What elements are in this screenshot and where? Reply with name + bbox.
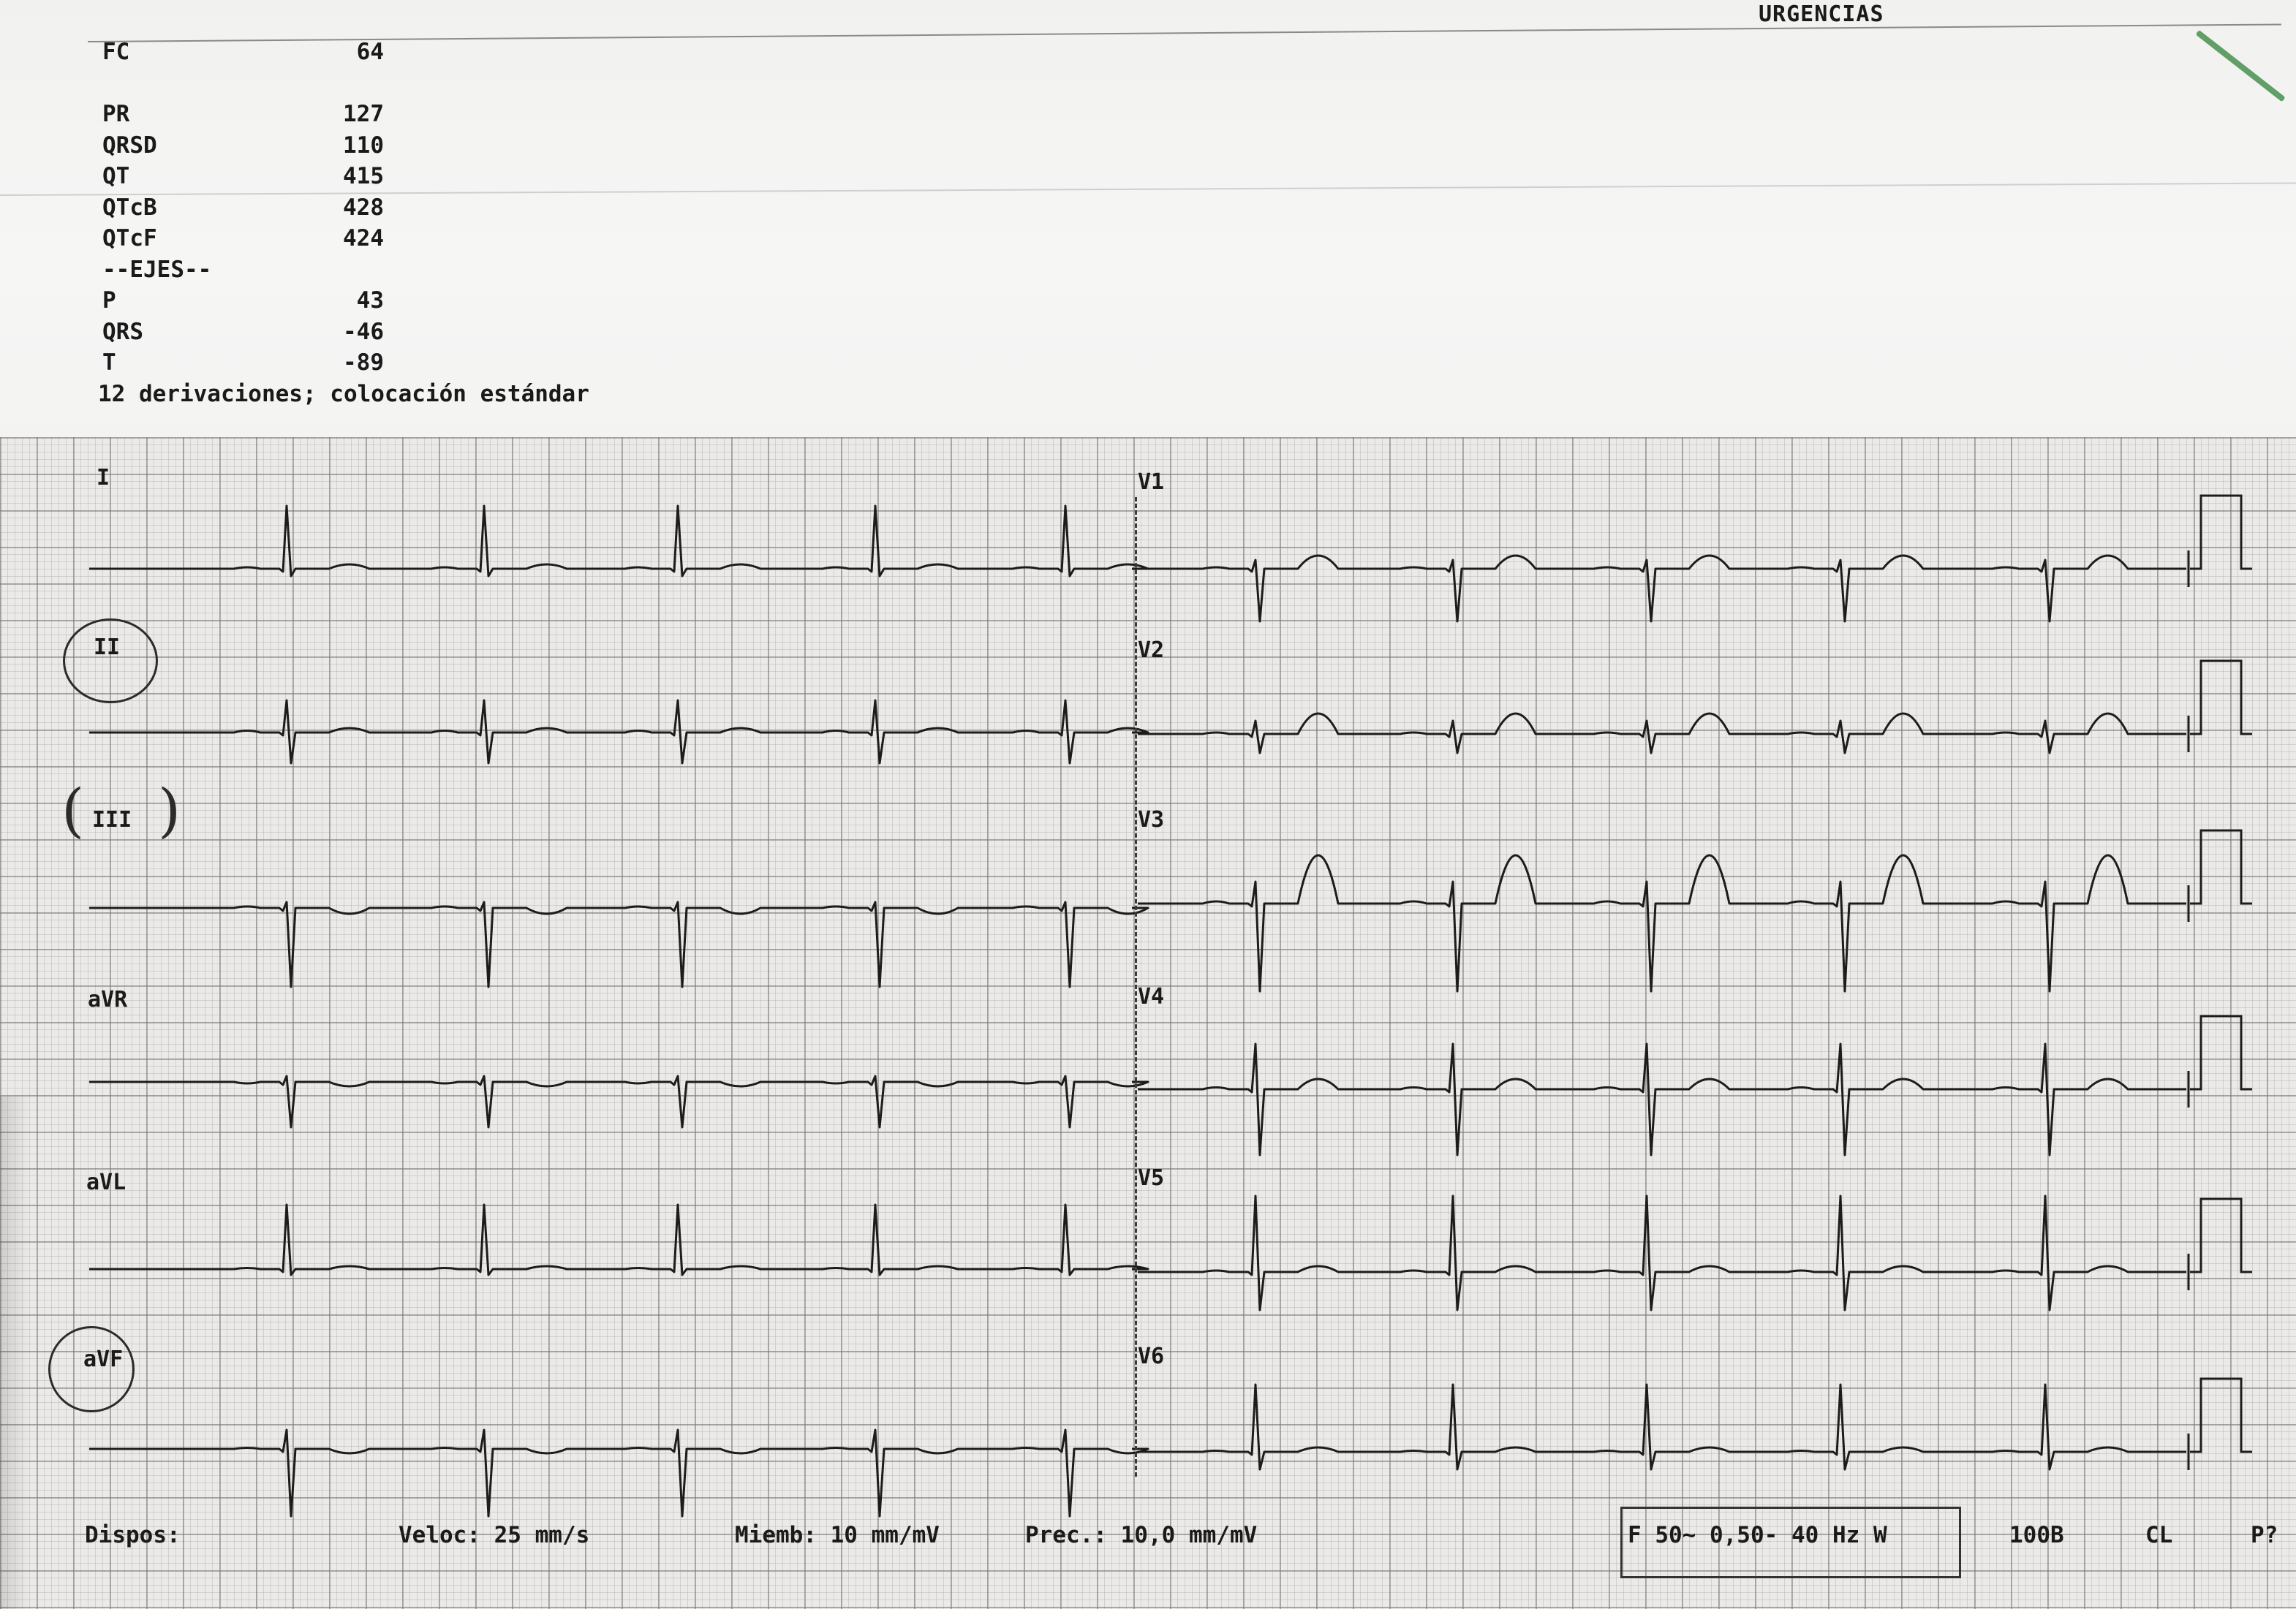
footer-precordial-gain: Prec.: 10,0 mm/mV (1025, 1522, 1258, 1548)
measurement-label: QT (102, 163, 130, 189)
measurement-label: PR (102, 101, 130, 127)
calibration-pulse (2190, 830, 2252, 904)
footer-code: 100B (2009, 1522, 2064, 1548)
axis-value: -46 (343, 318, 384, 345)
footer-speed: Veloc: 25 mm/s (399, 1522, 590, 1548)
ecg-trace-iii (89, 902, 1148, 987)
lead-label-avr: aVR (88, 987, 128, 1012)
ecg-trace-avr (89, 1076, 1148, 1127)
measurement-label: QTcF (102, 225, 157, 251)
lead-label-v2: V2 (1138, 637, 1165, 663)
calibration-pulse (2190, 661, 2252, 734)
measurement-label: QRSD (102, 132, 157, 159)
lead-label-v6: V6 (1138, 1344, 1165, 1369)
axis-label: QRS (102, 318, 143, 345)
handwritten-bracket-left-iii: ( (61, 776, 85, 844)
ecg-trace-avl (89, 1205, 1148, 1275)
axes-heading: --EJES-- (102, 256, 212, 283)
calibration-pulse (2190, 1016, 2252, 1089)
lead-label-iii: III (92, 807, 132, 833)
ecg-trace-v1 (1138, 556, 2186, 621)
axis-label: P (102, 287, 116, 314)
lead-label-i: I (97, 465, 110, 491)
ecg-trace-v3 (1138, 855, 2186, 991)
footer-p: P? (2251, 1522, 2278, 1548)
lead-label-v1: V1 (1138, 469, 1165, 495)
lead-placement-note: 12 derivaciones; colocación estándar (98, 380, 589, 407)
calibration-pulse (2190, 1199, 2252, 1272)
handwritten-bracket-right-iii: ) (158, 776, 181, 844)
ecg-trace-v6 (1138, 1385, 2186, 1469)
measurement-value: 127 (343, 101, 384, 127)
measurement-label: FC (102, 39, 130, 65)
axis-value: -89 (343, 349, 384, 376)
lead-label-ii: II (94, 635, 121, 660)
lead-label-v4: V4 (1138, 984, 1165, 1010)
axis-label: T (102, 349, 116, 376)
footer-cl: CL (2145, 1522, 2173, 1548)
measurement-value: 415 (343, 163, 384, 189)
handwritten-circle-ii (63, 618, 158, 703)
department-title: URGENCIAS (1759, 1, 1884, 27)
axis-value: 43 (356, 287, 384, 314)
lead-label-v5: V5 (1138, 1165, 1165, 1191)
ecg-trace-v4 (1138, 1044, 2186, 1155)
ecg-trace-v2 (1138, 713, 2186, 753)
calibration-pulse (2190, 1379, 2252, 1452)
column-divider (1135, 497, 1137, 1477)
footer-filter: F 50~ 0,50- 40 Hz W (1628, 1522, 1887, 1548)
footer-limb-gain: Miemb: 10 mm/mV (735, 1522, 940, 1548)
calibration-pulse (2190, 496, 2252, 569)
measurement-value: 110 (343, 132, 384, 159)
handwritten-circle-avf (48, 1326, 135, 1412)
lead-label-avf: aVF (83, 1347, 124, 1372)
measurement-value: 424 (343, 225, 384, 251)
measurement-value: 64 (356, 39, 384, 65)
footer-device: Dispos: (85, 1522, 181, 1548)
ecg-trace-avf (89, 1430, 1148, 1516)
lead-label-v3: V3 (1138, 807, 1165, 833)
lead-label-avl: aVL (86, 1170, 126, 1195)
ecg-trace-v5 (1138, 1196, 2186, 1310)
ecg-trace-i (89, 506, 1148, 576)
measurement-label: QTcB (102, 194, 157, 221)
measurement-value: 428 (343, 194, 384, 221)
ecg-trace-ii (89, 700, 1148, 763)
